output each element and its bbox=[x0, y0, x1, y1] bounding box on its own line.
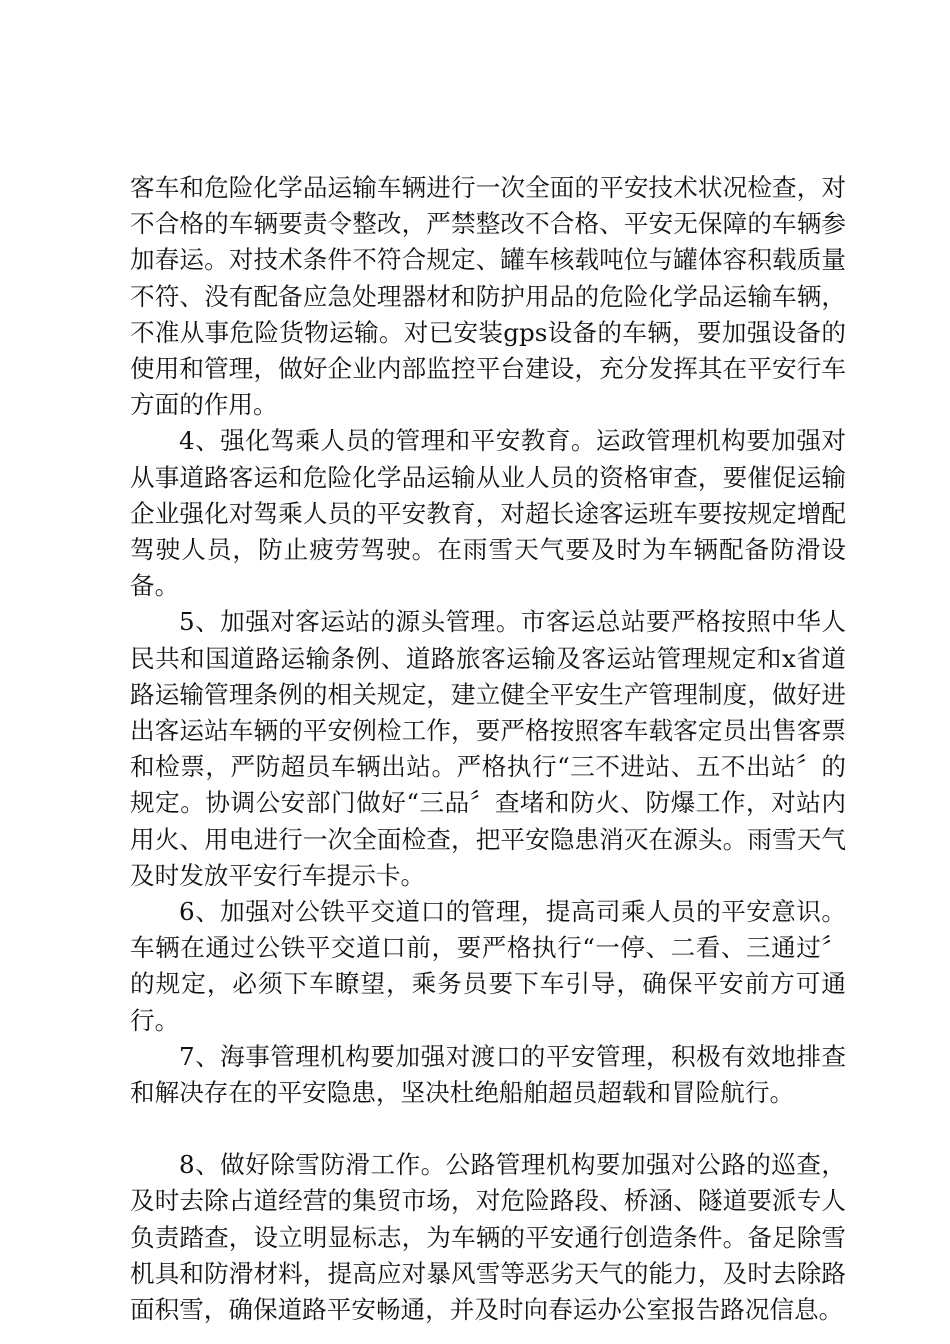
paragraph-item-8: 8、做好除雪防滑工作。公路管理机构要加强对公路的巡查，及时去除占道经营的集贸市场，对危险路段、桥涵、隧道要派专人负责踏查，设立明显标志，为车辆的平安通行创造条件。备足除雪机具和防滑材料，提高应对暴风雪等恶劣天气的能力，及时去除路面积雪，确保道路平安畅通，并及时向春运办公室报告路况信息。 bbox=[130, 1150, 846, 1325]
paragraph-item-7: 7、海事管理机构要加强对渡口的平安管理，积极有效地排查和解决存在的平安隐患，坚决杜绝船舶超员超载和冒险航行。 bbox=[130, 1041, 846, 1108]
paragraph-item-5: 5、加强对客运站的源头管理。市客运总站要严格按照中华人民共和国道路运输条例、道路旅客运输及客运站管理规定和x省道路运输管理条例的相关规定，建立健全平安生产管理制度，做好进出客运站车辆的平安例检工作，要严格按照客车载客定员出售客票和检票，严防超员车辆出站。严格执行“三不进站、五不出站〞的规定。协调公安部门做好“三品〞查堵和防火、防爆工作，对站内用火、用电进行一次全面检查，把平安隐患消灭在源头。雨雪天气及时发放平安行车提示卡。 bbox=[130, 607, 846, 890]
paragraph-item-6: 6、加强对公铁平交道口的管理，提高司乘人员的平安意识。车辆在通过公铁平交道口前，要严格执行“一停、二看、三通过〞的规定，必须下车瞭望，乘务员要下车引导，确保平安前方可通行。 bbox=[130, 897, 846, 1035]
document-body bbox=[130, 170, 846, 1328]
paragraph-item-4: 4、强化驾乘人员的管理和平安教育。运政管理机构要加强对从事道路客运和危险化学品运输从业人员的资格审查，要催促运输企业强化对驾乘人员的平安教育，对超长途客运班车要按规定增配驾驶人员，防止疲劳驾驶。在雨雪天气要及时为车辆配备防滑设备。 bbox=[130, 426, 846, 601]
paragraph-continued: 客车和危险化学品运输车辆进行一次全面的平安技术状况检查，对不合格的车辆要责令整改，严禁整改不合格、平安无保障的车辆参加春运。对技术条件不符合规定、罐车核载吨位与罐体容积载质量不符、没有配备应急处理器材和防护用品的危险化学品运输车辆，不准从事危险货物运输。对已安装gps设备的车辆，要加强设备的使用和管理，做好企业内部监控平台建设，充分发挥其在平安行车方面的作用。 bbox=[130, 173, 846, 420]
